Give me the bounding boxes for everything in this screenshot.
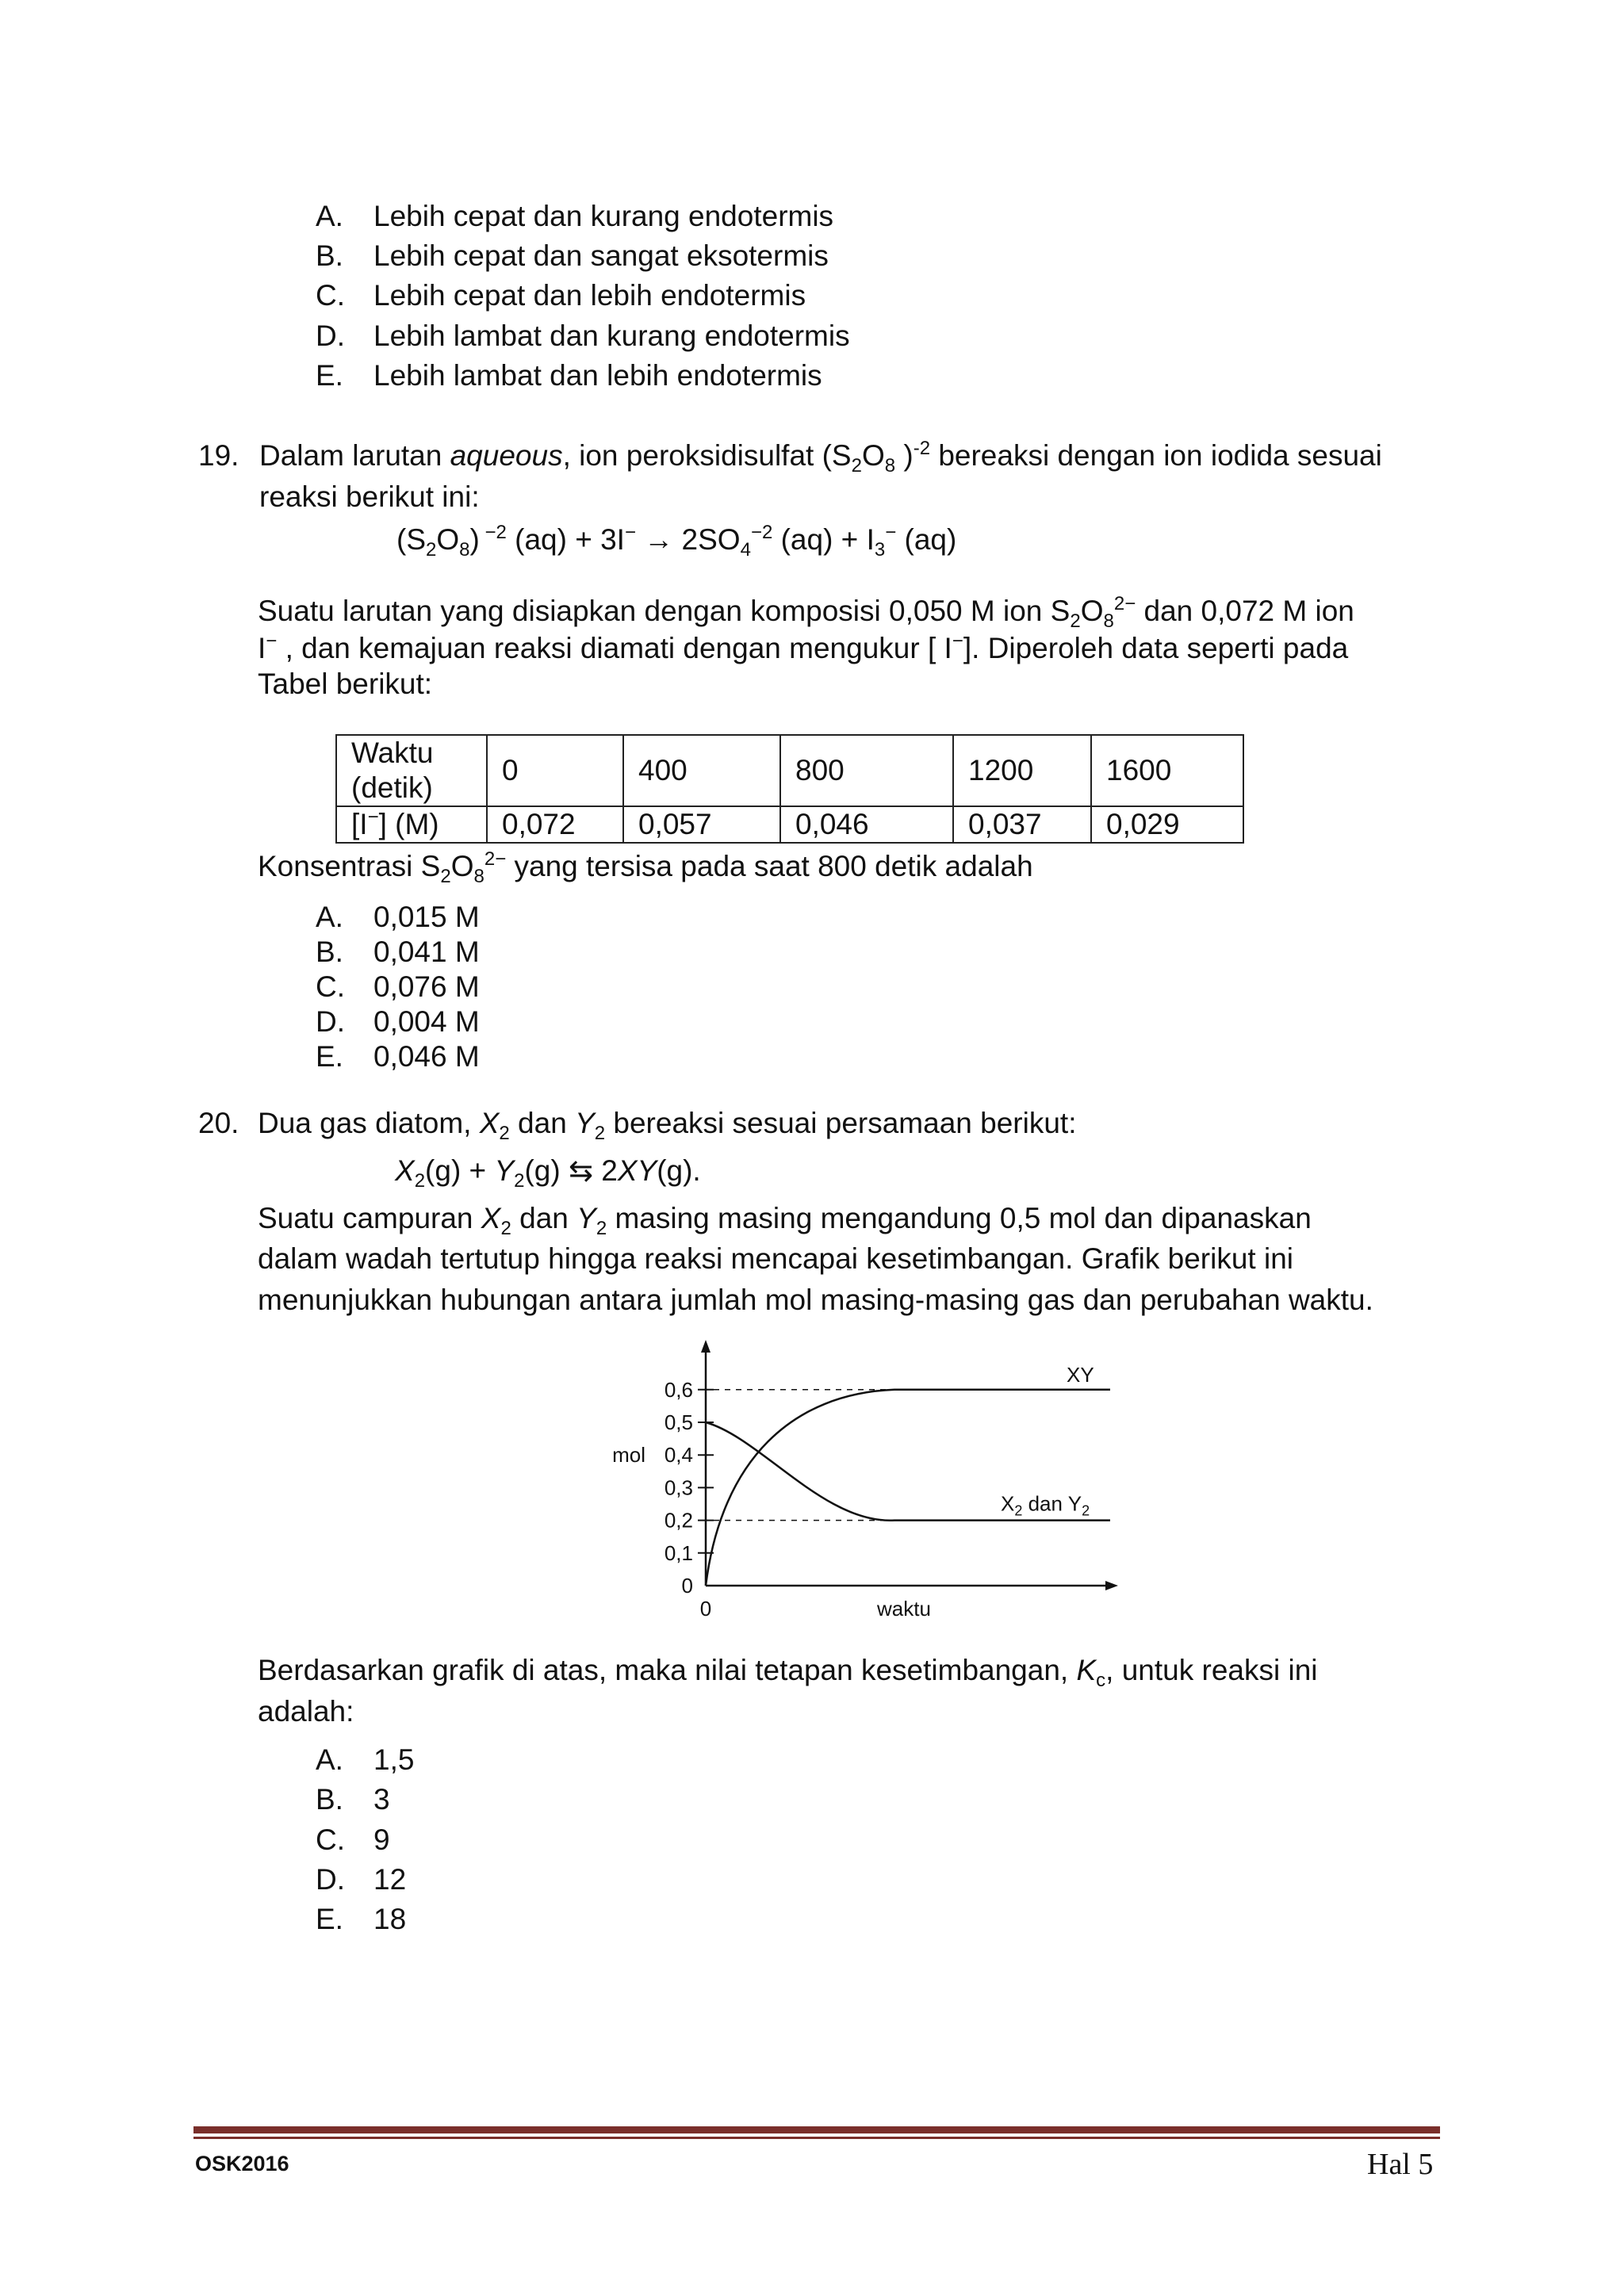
x-tick-label: 0: [699, 1597, 712, 1621]
question-19-intro: Dalam larutan aqueous, ion peroksidisulfat ($S_2O_8$ )$^{-2}$ bereaksi dengan ion iodida sesuai: [259, 438, 1382, 476]
prev-option-a: A. Lebih cepat dan kurang endotermis: [316, 200, 834, 232]
table-cell: 400: [623, 735, 780, 806]
question-20-question-line1: Berdasarkan grafik di atas, maka nilai tetapan kesetimbangan, $K_c$, untuk reaksi ini: [258, 1654, 1318, 1691]
footer-rule-thin: [193, 2137, 1440, 2139]
option-e: E. 0,046 M: [316, 1040, 480, 1073]
series-label-part: 2: [1014, 1502, 1023, 1519]
question-20-number: 20.: [198, 1107, 239, 1139]
table-cell: 800: [780, 735, 953, 806]
footer-rule-thick: [193, 2126, 1440, 2133]
option-d: D. 0,004 M: [316, 1005, 480, 1038]
question-20-paragraph-line3: menunjukkan hubungan antara jumlah mol masing-masing gas dan perubahan waktu.: [258, 1284, 1373, 1316]
series-label-part: dan Y: [1022, 1491, 1082, 1516]
footer-page-number: Hal 5: [1367, 2148, 1434, 2181]
question-20-intro: Dua gas diatom, $X_2$ dan $Y_2$ bereaksi sesuai persamaan berikut:: [258, 1107, 1077, 1144]
table-row: [336, 806, 1243, 843]
y-tick-label: 0,2: [664, 1508, 693, 1533]
question-19-paragraph-line1: Suatu larutan yang disiapkan dengan komposisi 0,050 M ion $S_2O_8^{2-}$ dan 0,072 M ion: [258, 593, 1354, 632]
table-row: [336, 735, 1243, 806]
table-cell: 1600: [1091, 735, 1243, 806]
y-tick-label: 0,5: [664, 1410, 693, 1434]
option-c: C. 0,076 M: [316, 970, 480, 1003]
y-tick-label: 0,6: [664, 1377, 693, 1402]
x-axis-label: waktu: [877, 1597, 931, 1621]
y-axis-label: mol: [612, 1443, 645, 1468]
data-table: [335, 734, 1244, 844]
table-cell: 0,046: [780, 806, 953, 843]
y-axis-arrow: [701, 1340, 710, 1353]
question-19-number: 19.: [198, 439, 239, 472]
question-20-equation: $X_2(g) + Y_2(g)$ ⇆ 2XY(g).: [395, 1154, 701, 1192]
question-20-paragraph-line2: dalam wadah tertutup hingga reaksi mencapai kesetimbangan. Grafik berikut ini: [258, 1242, 1294, 1275]
option-e: E. 18: [316, 1903, 407, 1935]
prev-option-b: B. Lebih cepat dan sangat eksotermis: [316, 239, 829, 272]
question-20-paragraph-line1: Suatu campuran $X_2$ dan $Y_2$ masing masing mengandung 0,5 mol dan dipanaskan: [258, 1202, 1312, 1239]
series-label-part: X: [1001, 1491, 1015, 1516]
mol-vs-time-chart: [603, 1332, 1126, 1633]
xy-series-line: [706, 1390, 1110, 1586]
y-tick-label: 0,1: [664, 1540, 693, 1565]
y-tick-label: 0,4: [664, 1443, 693, 1468]
table-cell: 0,072: [487, 806, 623, 843]
question-19-intro-line2: reaksi berikut ini:: [259, 480, 480, 513]
table-cell: 0: [487, 735, 623, 806]
series-label-part: 2: [1082, 1502, 1090, 1519]
question-19-paragraph-line2: I− , dan kemajuan reaksi diamati dengan mengukur [ I−]. Diperoleh data seperti pada: [258, 630, 1349, 664]
option-d: D. 12: [316, 1863, 407, 1896]
y-tick-label: 0,3: [664, 1475, 693, 1500]
question-19-equation: $(S_2O_8)$ $^{-2}$ $(aq) + 3I^- \to 2SO_4^{-2}$ $(aq) + I_3^-$ (aq): [396, 522, 957, 561]
option-c: C. 9: [316, 1823, 390, 1856]
xy-series-label: XY: [1067, 1362, 1094, 1387]
table-cell: 0,057: [623, 806, 780, 843]
x-axis-arrow: [1105, 1581, 1118, 1590]
prev-option-c: C. Lebih cepat dan lebih endotermis: [316, 279, 806, 312]
option-a: A. 1,5: [316, 1743, 415, 1776]
prev-option-d: D. Lebih lambat dan kurang endotermis: [316, 320, 850, 352]
question-19-paragraph-line3: Tabel berikut:: [258, 668, 433, 700]
table-header-concentration: [I−] (M): [336, 806, 487, 843]
option-b: B. 0,041 M: [316, 936, 480, 968]
table-cell: 0,029: [1091, 806, 1243, 843]
table-cell: 1200: [953, 735, 1091, 806]
question-19-question: Konsentrasi $S_2O_8^{2-}$ yang tersisa pada saat 800 detik adalah: [258, 848, 1033, 887]
y-tick-label: 0: [681, 1574, 693, 1598]
table-header-time: Waktu (detik): [336, 735, 487, 806]
question-20-question-line2: adalah:: [258, 1695, 354, 1728]
footer-exam-code: OSK2016: [195, 2152, 289, 2175]
prev-option-e: E. Lebih lambat dan lebih endotermis: [316, 359, 822, 392]
table-cell: 0,037: [953, 806, 1091, 843]
option-b: B. 3: [316, 1783, 390, 1816]
option-a: A. 0,015 M: [316, 901, 480, 933]
x2-y2-series-label: [1001, 1492, 1090, 1519]
